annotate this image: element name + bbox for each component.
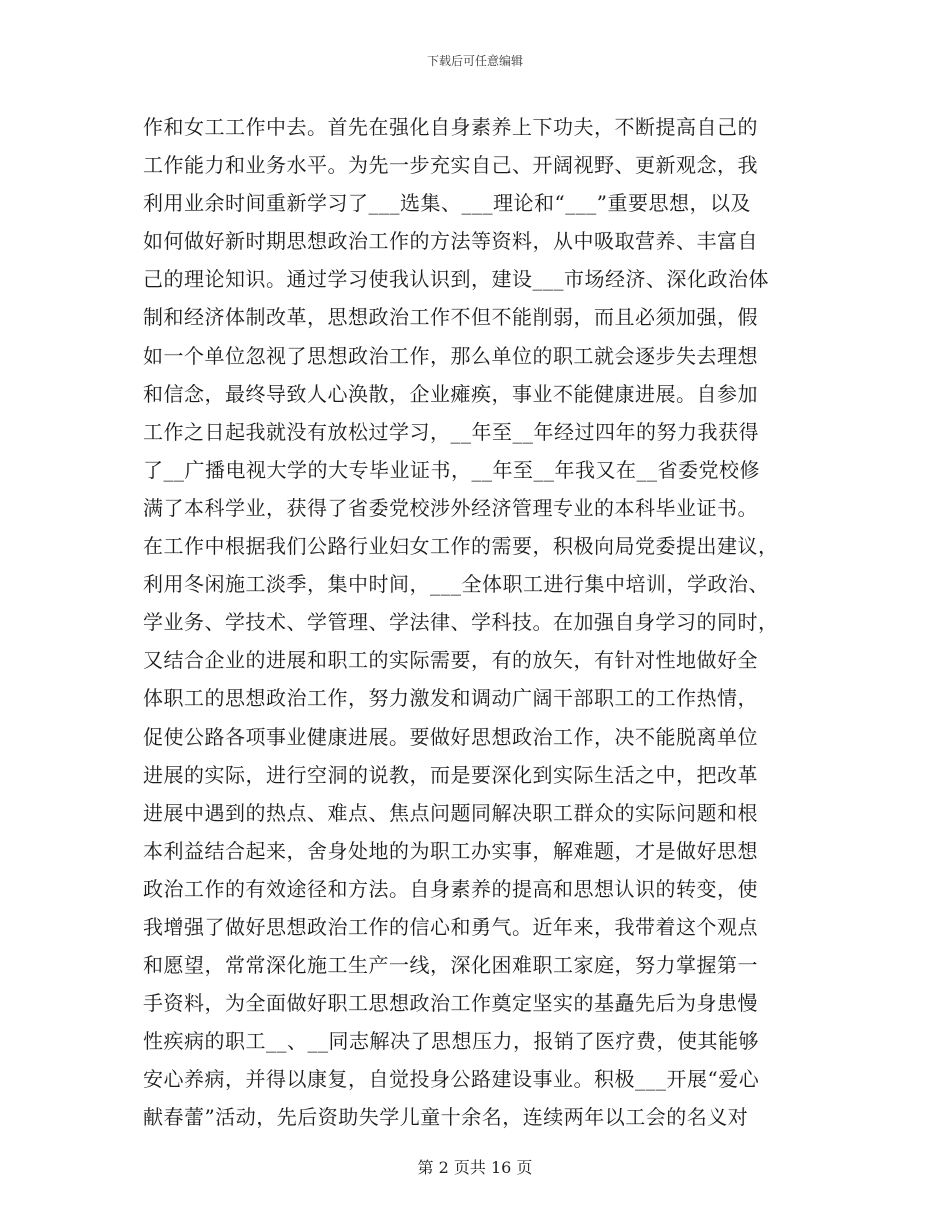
document-body — [143, 108, 823, 1137]
text-line: 满了本科学业，获得了省委党校涉外经济管理专业的本科毕业证书。 — [143, 495, 758, 520]
text-line: 工作之日起我就没有放松过学习，__年至__年经过四年的努力我获得 — [143, 419, 759, 444]
text-line: 学业务、学技术、学管理、学法律、学科技。在加强自身学习的同时， — [143, 610, 779, 635]
text-line: 进展中遇到的热点、难点、焦点问题同解决职工群众的实际问题和根 — [143, 800, 758, 825]
text-line: 和愿望，常常深化施工生产一线，深化困难职工家庭，努力掌握第一 — [143, 953, 758, 978]
text-line: 促使公路各项事业健康进展。要做好思想政治工作，决不能脱离单位 — [143, 724, 758, 749]
text-line: 进展的实际，进行空洞的说教，而是要深化到实际生活之中，把改革 — [143, 762, 758, 787]
text-line: 了__广播电视大学的大专毕业证书，__年至__年我又在__省委党校修 — [143, 457, 760, 482]
text-line: 本利益结合起来，舍身处地的为职工办实事，解难题，才是做好思想 — [143, 838, 758, 863]
text-line: 利用业余时间重新学习了___选集、___理论和“___”重要思想，以及 — [143, 191, 751, 216]
text-line: 如何做好新时期思想政治工作的方法等资料，从中吸取营养、丰富自 — [143, 229, 758, 254]
text-line: 利用冬闲施工淡季，集中时间，___全体职工进行集中培训，学政治、 — [143, 572, 769, 597]
text-line: 作和女工工作中去。首先在强化自身素养上下功夫，不断提高自己的 — [143, 115, 758, 139]
text-line: 安心养病，并得以康复，自觉投身公路建设事业。积极___开展“爱心 — [143, 1067, 760, 1092]
text-line: 体职工的思想政治工作，努力激发和调动广阔干部职工的工作热情， — [143, 686, 758, 711]
text-line: 献春蕾”活动，先后资助失学儿童十余名，连续两年以工会的名义对 — [143, 1105, 749, 1130]
text-line: 工作能力和业务水平。为先一步充实自己、开阔视野、更新观念，我 — [143, 153, 758, 178]
text-line: 和信念，最终导致人心涣散，企业瘫痪，事业不能健康进展。自参加 — [143, 381, 758, 406]
text-line: 己的理论知识。通过学习使我认识到，建设___市场经济、深化政治体 — [143, 267, 769, 292]
text-line: 又结合企业的进展和职工的实际需要，有的放矢，有针对性地做好全 — [143, 648, 758, 673]
text-line: 性疾病的职工__、__同志解决了思想压力，报销了医疗费，使其能够 — [143, 1029, 759, 1054]
text-line: 手资料，为全面做好职工思想政治工作奠定坚实的基矗先后为身患慢 — [143, 991, 758, 1016]
page-number: 第 2 页共 16 页 — [417, 1158, 533, 1177]
page-header: 下载后可任意编辑 — [426, 54, 523, 68]
text-line: 我增强了做好思想政治工作的信心和勇气。近年来，我带着这个观点 — [143, 914, 758, 939]
text-line: 制和经济体制改革，思想政治工作不但不能削弱，而且必须加强，假 — [143, 305, 758, 330]
text-line: 如一个单位忽视了思想政治工作，那么单位的职工就会逐步失去理想 — [143, 343, 758, 368]
text-line: 政治工作的有效途径和方法。自身素养的提高和思想认识的转变，使 — [143, 876, 758, 901]
text-line: 在工作中根据我们公路行业妇女工作的需要，积极向局党委提出建议， — [143, 534, 779, 559]
